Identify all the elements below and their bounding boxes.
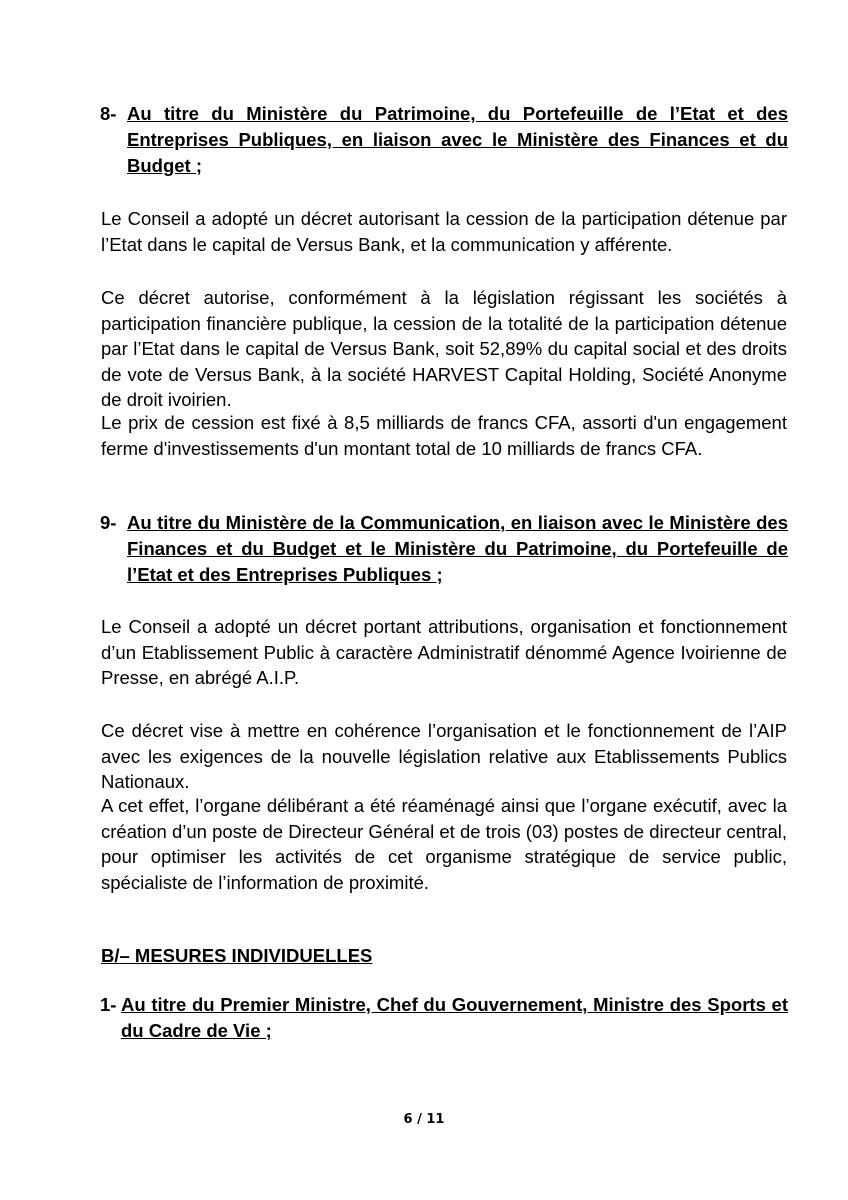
page-number: 6 / 11	[403, 1112, 445, 1127]
item-9-number: 9-	[100, 512, 117, 533]
item-9-title: Au titre du Ministère de la Communication, en liaison avec le Ministère des Finances et du Budget et le Ministère du Patrimoine, du Portefeuille de l’Etat et des Entreprises Publiques ;	[127, 512, 788, 585]
item-b1-heading	[100, 992, 788, 1044]
item-9-paragraph-3: A cet effet, l’organe délibérant a été réaménagé ainsi que l’organe exécutif, avec la création d’un poste de Directeur Général et de trois (03) postes de directeur central, pour optimiser les activités de cet organisme stratégique de service public, spécialiste de l’information de proximité.	[101, 795, 787, 893]
item-8-paragraph-3: Le prix de cession est fixé à 8,5 milliards de francs CFA, assorti d'un engagement ferme d'investissements d'un montant total de 10 milliards de francs CFA.	[101, 412, 787, 459]
item-9-heading	[100, 510, 788, 588]
item-8-paragraph-1: Le Conseil a adopté un décret autorisant la cession de la participation détenue par l’Etat dans le capital de Versus Bank, et la communication y afférente.	[101, 208, 787, 255]
item-8-heading	[100, 101, 788, 179]
item-b1-title: Au titre du Premier Ministre, Chef du Gouvernement, Ministre des Sports et du Cadre de Vie ;	[121, 994, 788, 1041]
item-9-paragraph-1: Le Conseil a adopté un décret portant attributions, organisation et fonctionnement d’un Etablissement Public à caractère Administratif dénommé Agence Ivoirienne de Presse, en abrégé A.I.P.	[101, 616, 787, 688]
item-8-number: 8-	[100, 103, 117, 124]
item-b1-number: 1-	[100, 994, 117, 1015]
section-b-heading: B/– MESURES INDIVIDUELLES	[101, 945, 373, 966]
item-9-paragraph-2: Ce décret vise à mettre en cohérence l’organisation et le fonctionnement de l’AIP avec les exigences de la nouvelle législation relative aux Etablissements Publics Nationaux.	[101, 720, 787, 792]
item-8-paragraph-2: Ce décret autorise, conformément à la législation régissant les sociétés à participation financière publique, la cession de la totalité de la participation détenue par l’Etat dans le capital de Versus Bank, soit 52,89% du capital social et des droits de vote de Versus Bank, à la société HARVEST Capital Holding, Société Anonyme de droit ivoirien.	[101, 287, 787, 410]
item-8-title: Au titre du Ministère du Patrimoine, du Portefeuille de l’Etat et des Entreprises Publiques, en liaison avec le Ministère des Finances et du Budget ;	[127, 103, 788, 176]
